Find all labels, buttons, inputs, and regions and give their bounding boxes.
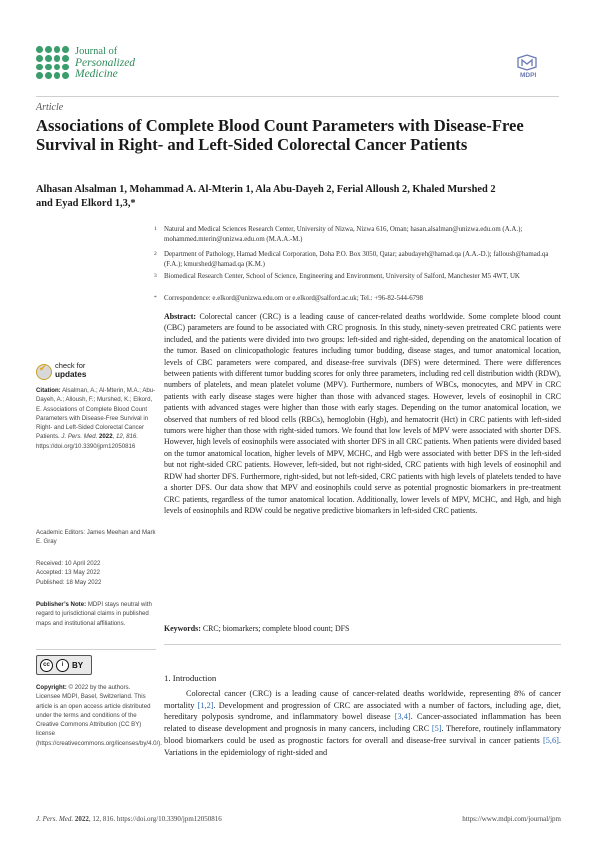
footer-year: 2022 <box>74 815 89 823</box>
affiliation-number: 3 <box>154 273 157 279</box>
affiliation-text: Department of Pathology, Hamad Medical Corporation, Doha P.O. Box 3050, Qatar; aabudayeh@hamad.qa (A.A.-D.); falloush@hamad.qa (F.A.); kmurshed@hamad.qa (K.M.) <box>164 251 549 268</box>
correspondence-text[interactable]: Correspondence: e.elkord@unizwa.edu.om or e.elkord@salford.ac.uk; Tel.: +96-82-544-6798 <box>164 295 423 302</box>
affiliation-3 <box>154 272 564 282</box>
citation-text: Alsalman, A.; Al-Mterin, M.A.; Abu-Dayeh, A.; Alloush, F.; Murshed, K.; Elkord, E. Associations of Complete Blood Count Parameters with Disease-Free Survival in Right- and Left-Sided Colorectal Cancer Patients. <box>36 387 156 441</box>
intro-text: . Development and progression of CRC are associated with a number of factors, including age, diet, hereditary polyposis syndrome, and inflammatory bowel disease <box>164 700 561 722</box>
mdpi-logo-icon <box>515 54 561 78</box>
publisher-note <box>36 600 156 628</box>
citation-link[interactable]: [5,6] <box>543 735 559 745</box>
intro-text: . Therefore, routinely inflammatory blood biomarkers could be used as prognostic factors for overall and disease-free survival in cancer patients <box>164 724 561 745</box>
citation-label: Citation: <box>36 387 61 394</box>
copyright-block <box>36 683 162 748</box>
received-date: Received: 10 April 2022 <box>36 560 101 567</box>
affiliation-number: 1 <box>154 226 157 232</box>
academic-editors: Academic Editors: James Meehan and Mark E. Gray <box>36 529 156 546</box>
publisher-note-text: MDPI stays neutral with regard to jurisdictional claims in published maps and institutional affiliations. <box>36 601 152 627</box>
section-heading-introduction: 1. Introduction <box>164 673 217 683</box>
check-for-updates-line2: updates <box>55 370 87 379</box>
citation-link[interactable]: [3,4] <box>394 712 411 722</box>
cc-by-label: BY <box>72 660 84 670</box>
article-title: Associations of Complete Blood Count Parameters with Disease-Free Survival in Right- and Left-Sided Colorectal Cancer Patients <box>36 116 524 154</box>
intro-text: . Variations in the epidemiology of right-sided and <box>164 735 561 757</box>
affiliation-2 <box>154 250 564 270</box>
affiliation-number: * <box>154 295 157 301</box>
checkmark-icon: ✔ <box>39 364 47 374</box>
abstract-label: Abstract: <box>164 312 196 321</box>
journal-name-line1: Journal of <box>75 46 118 57</box>
affiliation-text: Biomedical Research Center, School of Science, Engineering and Environment, University of Salford, Manchester M5 4WT, UK <box>164 273 520 280</box>
abstract-text: Colorectal cancer (CRC) is a leading cause of cancer-related deaths worldwide. Some complete blood count (CBC) parameters are found to be associated with CRC prognosis. In this study, ninety-seven pretreated CRC patients were included, and the patients were divided into two groups: left-sided and right-sided, depending on the anatomical location of the tumor. Based on clinicopathologic features including tumor budding, disease stages, and tumor anatomical location, levels of CBC parameters were compared, and disease-free survivals (DFS) were determined. There were differences between patients with different tumor budding scores for only three parameters, including red cell distribution width (RDW), numbers of platelets, and mean platelet volume (MPV). Furthermore, numbers of WBCs, monocytes, and MPV in CRC patients with early disease stages were higher than those with advanced stages. However, levels of eosinophil in CRC patients with advanced stages were higher than those with early stages. Depending on the tumor anatomical location, we observed that numbers of red blood cells (RBCs), hemoglobin (Hgb), and hematocrit (Hct) in CRC patients with left-sided tumors were higher than those with right-sided tumors. We found that low levels of MPV were associated with shorter DFS. However, high levels of eosinophils were associated with shorter DFS in all CRC patients. When patients were divided based on the tumor anatomical location, higher levels of MPV, MCHC, and Hgb were associated with better DFS in the left-sided but not right-sided CRC patients. However, left-sided, but not right-sided, CRC patients with high levels of eosinophil and RDW had shorter DFS. Furthermore, right-sided, but not left-sided, CRC patients with high levels of platelets tended to have a shorter DFS. Our data show that MPV and eosinophils could serve as potential prognostic biomarkers in pre-treatment CRC patients, regardless of the tumor anatomical location. Additionally, lower levels of MPV, MCHC, and Hgb, and high levels of eosinophils and RDW could be negative predictive biomarkers in left-sided CRC patients. <box>164 312 561 515</box>
citation-block: Citation: Alsalman, A.; Al-Mterin, M.A.; Abu-Dayeh, A.; Alloush, F.; Murshed, K.; Elkord, E. Associations of Complete Blood Count Parameters with Disease-Free Survival in Right- and Left-Sided Colorectal Cancer Patients. J. Pers. Med. 2022, 12, 816. https://doi.org/10.3390/jpm12050816 <box>36 387 156 450</box>
keywords <box>164 624 561 633</box>
keywords-label: Keywords: <box>164 624 201 633</box>
keywords-text: CRC; biomarkers; complete blood count; DFS <box>202 624 350 633</box>
intro-text: . Cancer-associated inflammation has been related to disease development and prognosis in many cancers, including CRC <box>164 712 562 734</box>
accepted-date: Accepted: 13 May 2022 <box>36 569 101 577</box>
abstract <box>164 311 561 516</box>
journal-name-line3: Medicine <box>75 68 118 80</box>
copyright-text: © 2022 by the authors. Licensee MDPI, Basel, Switzerland. This article is an open access article distributed under the terms and conditions of the Creative Commons Attribution (CC BY) license (https://creativecommons.org/licenses/by/4.0/). <box>36 684 162 747</box>
footer-doi[interactable]: , 12, 816. https://doi.org/10.3390/jpm12050816 <box>88 815 222 823</box>
footer-journal-url[interactable]: https://www.mdpi.com/journal/jpm <box>462 815 561 823</box>
citation-doi-link[interactable]: https://doi.org/10.3390/jpm12050816 <box>36 442 136 450</box>
journal-name <box>75 46 135 81</box>
article-type: Article <box>36 102 64 113</box>
citation-link[interactable]: [1,2] <box>197 700 214 710</box>
journal-name-line2: Personalized <box>75 56 136 69</box>
affiliation-number: 2 <box>154 251 157 257</box>
sidebar-divider <box>36 649 156 650</box>
correspondence <box>154 294 564 304</box>
affiliation-text: Natural and Medical Sciences Research Center, University of Nizwa, Nizwa 616, Oman; hasan.alsalman@unizwa.edu.om (A.A.); mohammed.mterin@unizwa.edu.om (M.A.A.-M.) <box>164 226 523 243</box>
introduction-paragraph <box>164 688 561 758</box>
author-line-2[interactable]: and Eyad Elkord 1,3,* <box>36 198 136 209</box>
copyright-label: Copyright: <box>36 684 67 691</box>
footer-citation <box>36 815 222 823</box>
author-line-1[interactable]: Alhasan Alsalman 1, Mohammad A. Al-Mterin 1, Ala Abu-Dayeh 2, Ferial Alloush 2, Khaled Murshed 2 <box>36 184 496 195</box>
footer-journal: J. Pers. Med. <box>36 815 74 823</box>
cc-icon: cc <box>40 659 53 672</box>
published-date: Published: 18 May 2022 <box>36 578 102 586</box>
publisher-note-label: Publisher’s Note: <box>36 601 87 608</box>
abstract-divider <box>164 644 561 645</box>
attribution-icon: i <box>56 659 69 672</box>
publication-dates <box>36 559 156 587</box>
intro-text: Colorectal cancer (CRC) is a leading cause of cancer-related deaths worldwide, representing 8% of cancer mortality <box>164 689 561 710</box>
author-list <box>36 183 561 211</box>
cc-by-license-icon[interactable] <box>36 655 92 675</box>
check-for-updates-line1: check for <box>55 361 86 370</box>
journal-logo-icon <box>36 46 69 79</box>
citation-journal: J. Pers. Med. <box>61 433 98 441</box>
citation-volume: 12, 816. <box>115 433 139 441</box>
mdpi-logo-text: MDPI <box>520 72 537 78</box>
citation-year: 2022 <box>99 433 113 441</box>
affiliation-1 <box>154 225 564 245</box>
header-divider <box>36 96 559 97</box>
citation-link[interactable]: [5] <box>431 724 442 734</box>
